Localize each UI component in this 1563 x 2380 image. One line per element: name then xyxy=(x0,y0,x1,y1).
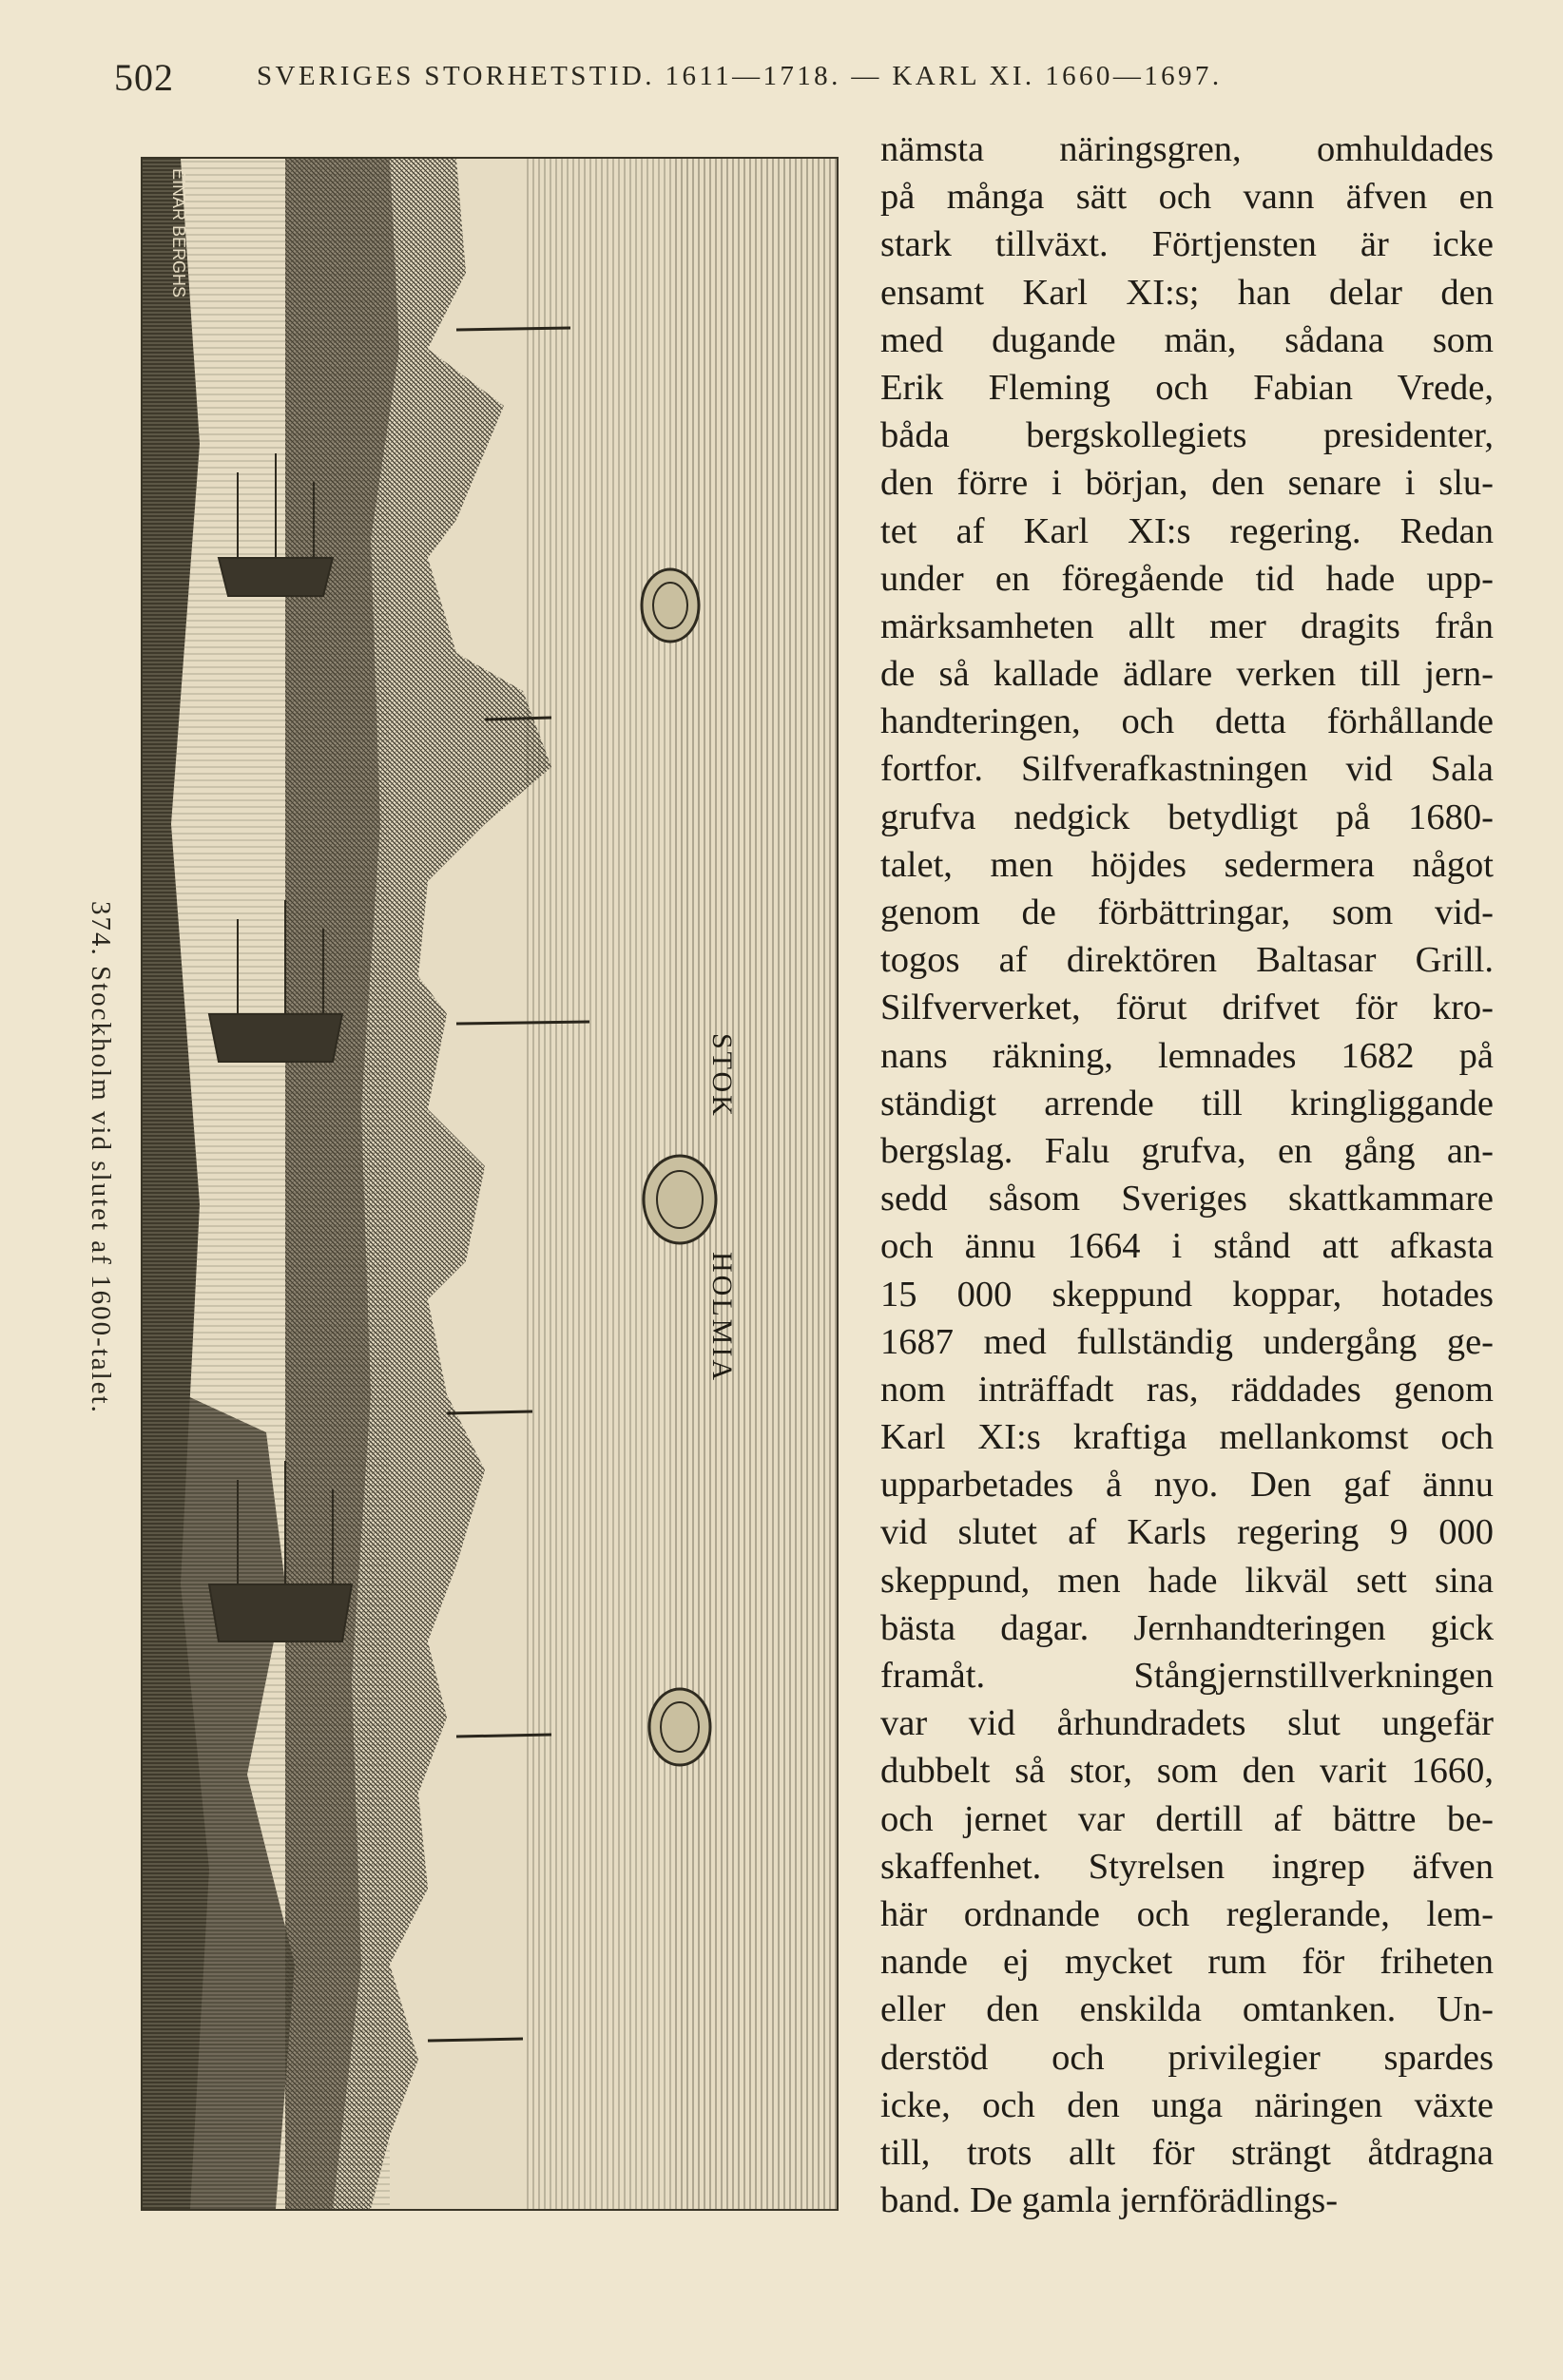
body-line: skaffenhet. Styrelsen ingrep äfven xyxy=(880,1846,1494,1887)
body-line: fortfor. Silfverafkastningen vid Sala xyxy=(880,749,1494,790)
body-line: båda bergskollegiets presidenter, xyxy=(880,415,1494,456)
city-label-right: HOLMIA xyxy=(706,1252,738,1383)
body-line: ständigt arrende till kringliggande xyxy=(880,1083,1494,1123)
engraver-signature: EINAR BERGHS xyxy=(169,168,188,298)
city-label-left: STOK xyxy=(706,1033,738,1119)
running-header xyxy=(114,55,1379,103)
body-line: upparbetades å nyo. Den gaf ännu xyxy=(880,1465,1494,1506)
body-line: och jernet var dertill af bättre be- xyxy=(880,1798,1494,1839)
body-line: eller den enskilda omtanken. Un- xyxy=(880,1989,1494,2030)
page-number: 502 xyxy=(114,56,174,99)
body-line: med dugande män, sådana som xyxy=(880,319,1494,360)
body-line: ensamt Karl XI:s; han delar den xyxy=(880,272,1494,313)
body-text-column xyxy=(880,125,1494,2224)
body-line: stark tillväxt. Förtjensten är icke xyxy=(880,224,1494,265)
body-line: bästa dagar. Jernhandteringen gick xyxy=(880,1607,1494,1648)
engraving-illustration xyxy=(143,159,837,2209)
body-line: den förre i början, den senare i slu- xyxy=(880,463,1494,504)
body-line: vid slutet af Karls regering 9 000 xyxy=(880,1512,1494,1553)
body-line: sedd såsom Sveriges skattkammare xyxy=(880,1179,1494,1219)
body-line: nom inträffadt ras, räddades genom xyxy=(880,1369,1494,1410)
body-line: derstöd och privilegier spardes xyxy=(880,2037,1494,2078)
body-line: skeppund, men hade likväl sett sina xyxy=(880,1560,1494,1601)
body-line: icke, och den unga näringen växte xyxy=(880,2084,1494,2125)
body-line: handteringen, och detta förhållande xyxy=(880,701,1494,742)
body-line: de så kallade ädlare verken till jern- xyxy=(880,654,1494,695)
body-line: här ordnande och reglerande, lem- xyxy=(880,1893,1494,1934)
body-line: på många sätt och vann äfven en xyxy=(880,177,1494,218)
body-line: Erik Fleming och Fabian Vrede, xyxy=(880,367,1494,408)
body-line: genom de förbättringar, som vid- xyxy=(880,892,1494,932)
body-line: och ännu 1664 i stånd att afkasta xyxy=(880,1226,1494,1267)
body-line: Karl XI:s kraftiga mellankomst och xyxy=(880,1417,1494,1458)
body-line: grufva nedgick betydligt på 1680- xyxy=(880,797,1494,837)
body-line: nämsta näringsgren, omhuldades xyxy=(880,129,1494,169)
running-head-title: SVERIGES STORHETSTID. 1611—1718. — KARL XI. 1660—1697. xyxy=(257,61,1223,91)
body-line: var vid århundradets slut ungefär xyxy=(880,1703,1494,1744)
body-line: dubbelt så stor, som den varit 1660, xyxy=(880,1751,1494,1792)
body-line: togos af direktören Baltasar Grill. xyxy=(880,940,1494,981)
body-line: märksamheten allt mer dragits från xyxy=(880,605,1494,646)
body-line: under en föregående tid hade upp- xyxy=(880,558,1494,599)
body-line: Silfververket, förut drifvet för kro- xyxy=(880,988,1494,1028)
body-line: till, trots allt för strängt åtdragna xyxy=(880,2132,1494,2173)
body-line: nans räkning, lemnades 1682 på xyxy=(880,1035,1494,1076)
body-line: talet, men höjdes sedermera något xyxy=(880,844,1494,885)
body-line: bergslag. Falu grufva, en gång an- xyxy=(880,1130,1494,1171)
body-line: nande ej mycket rum för friheten xyxy=(880,1942,1494,1983)
engraving-figure xyxy=(141,157,839,2211)
body-line: 1687 med fullständig undergång ge- xyxy=(880,1321,1494,1362)
body-line: 15 000 skeppund koppar, hotades xyxy=(880,1274,1494,1315)
body-line: band. De gamla jernförädlings- xyxy=(880,2180,1339,2221)
body-line: framåt. Stångjernstillverkningen xyxy=(880,1656,1494,1696)
body-line: tet af Karl XI:s regering. Redan xyxy=(880,510,1494,551)
figure-caption: 374. Stockholm vid slutet af 1600-talet. xyxy=(86,901,116,1414)
